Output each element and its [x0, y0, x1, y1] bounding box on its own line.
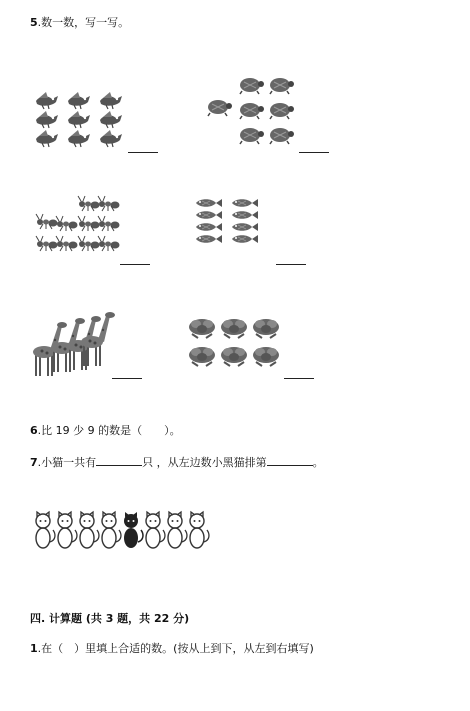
fish-icon — [196, 199, 222, 207]
giraffe-group — [32, 310, 114, 378]
question-number: 7 — [30, 456, 38, 469]
bird-icon — [100, 111, 122, 128]
answer-blank[interactable] — [120, 264, 150, 265]
turtle-icon — [270, 78, 294, 94]
fish-group — [194, 198, 276, 250]
fish-icon — [196, 223, 222, 231]
cat-icon — [146, 512, 165, 548]
flower-group — [188, 316, 284, 372]
ant-icon — [56, 236, 78, 251]
cat-icon — [190, 512, 209, 548]
answer-blank[interactable] — [267, 456, 313, 466]
bird-icon — [36, 92, 58, 109]
ant-icon — [78, 216, 100, 231]
ant-icon — [78, 196, 100, 211]
question-7: 7.小猫一共有 只 ，从左边数小黑猫排第 。 — [30, 456, 324, 469]
question-6: 6.比 19 少 9 的数是（ ）。 — [30, 424, 181, 437]
turtle-icon — [270, 128, 294, 144]
cat-row — [34, 510, 210, 550]
question-number: 1 — [30, 642, 38, 655]
bird-icon — [68, 92, 90, 109]
answer-parentheses[interactable]: 的数是（ ）。 — [94, 424, 181, 437]
question-text: .数一数，写一写。 — [37, 16, 130, 29]
ant-icon — [36, 236, 58, 251]
bird-icon — [100, 130, 122, 147]
answer-blank[interactable] — [284, 378, 314, 379]
ant-icon — [98, 196, 120, 211]
cat-icon — [124, 512, 143, 548]
question-text: .在（ ）里填上合适的数。(按从上到下，从左到右填写) — [37, 642, 314, 655]
cat-icon — [58, 512, 77, 548]
question-number: 6 — [30, 424, 38, 437]
turtle-icon — [208, 100, 232, 116]
answer-blank[interactable] — [96, 456, 142, 466]
fish-icon — [196, 235, 222, 243]
turtle-icon — [270, 103, 294, 119]
cat-icon — [102, 512, 121, 548]
turtle-icon — [240, 128, 264, 144]
calc-question-1 — [30, 640, 314, 656]
fish-icon — [232, 235, 258, 243]
cat-icon — [36, 512, 55, 548]
flower-icon — [189, 319, 215, 338]
turtle-group — [206, 76, 296, 148]
ant-icon — [98, 236, 120, 251]
answer-blank[interactable] — [299, 152, 329, 153]
bird-icon — [100, 92, 122, 109]
question-5 — [30, 14, 129, 30]
flower-icon — [221, 347, 247, 366]
ant-group — [34, 196, 116, 254]
flower-icon — [189, 347, 215, 366]
fish-icon — [196, 211, 222, 219]
ant-icon — [78, 236, 100, 251]
fish-icon — [232, 211, 258, 219]
question-number: 5 — [30, 16, 38, 29]
turtle-icon — [240, 78, 264, 94]
fish-icon — [232, 223, 258, 231]
flower-icon — [221, 319, 247, 338]
cat-icon — [80, 512, 99, 548]
ant-icon — [36, 214, 58, 229]
ant-icon — [56, 216, 78, 231]
ant-icon — [98, 216, 120, 231]
answer-blank[interactable] — [112, 378, 142, 379]
bird-group — [34, 92, 134, 148]
answer-blank[interactable] — [276, 264, 306, 265]
section-heading: 四. 计算题 (共 3 题，共 22 分) — [30, 612, 190, 625]
cat-icon — [168, 512, 187, 548]
bird-icon — [36, 130, 58, 147]
bird-icon — [68, 130, 90, 147]
fish-icon — [232, 199, 258, 207]
answer-blank[interactable] — [128, 152, 158, 153]
flower-icon — [253, 319, 279, 338]
bird-icon — [36, 111, 58, 128]
bird-icon — [68, 111, 90, 128]
flower-icon — [253, 347, 279, 366]
turtle-icon — [240, 103, 264, 119]
